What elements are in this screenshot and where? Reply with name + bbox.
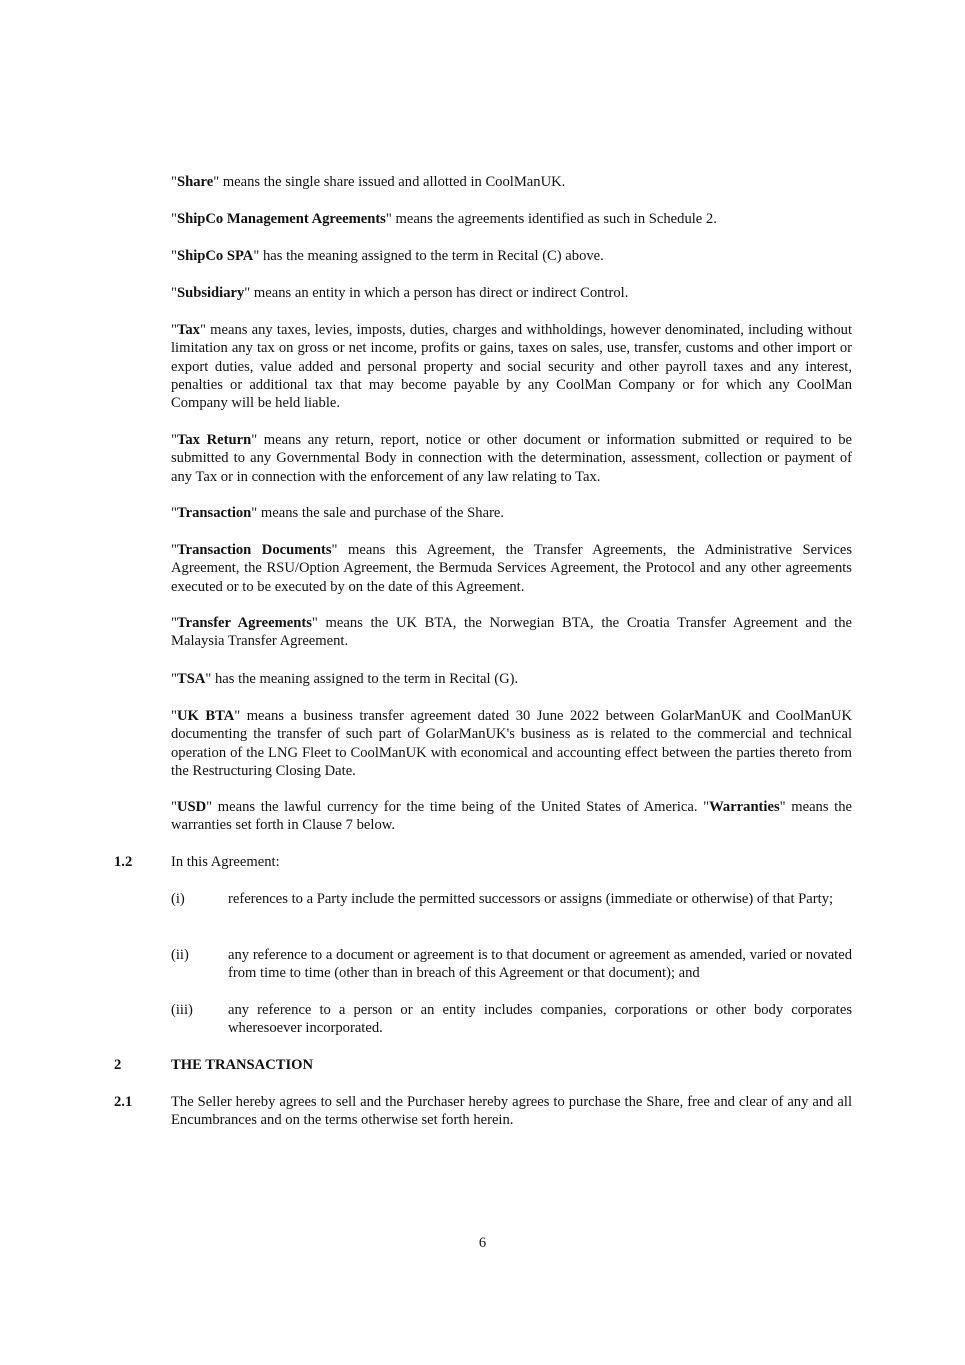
definition-text: means an entity in which a person has direct or indirect Control.: [250, 285, 629, 301]
section-number: 2: [114, 1057, 122, 1073]
definition-term: Transaction Documents: [176, 542, 332, 558]
definition-tax: "Tax" means any taxes, levies, imposts, duties, charges and withholdings, however denominated, including without limitation any tax on gross or net income, profits or gains, taxes on sales, use, transfer, customs and other import or export duties, value added and personal property and social security and other payroll taxes and any interest, penalties or additional tax that may become payable by any CoolMan Company or for which any CoolMan Company will be held liable.: [171, 322, 852, 412]
definition-text: means a business transfer agreement dated 30 June 2022 between GolarManUK and CoolManUK documenting the transfer of such part of GolarManUK's business as is related to the commercial and technical operation of the LNG Fleet to CoolManUK with economical and accounting effect between the parties thereto from the Restructuring Closing Date.: [171, 708, 853, 779]
list-item-text: references to a Party include the permitted successors or assigns (immediate or otherwise) of that Party;: [228, 891, 834, 907]
definition-shipco-management-agreements: "ShipCo Management Agreements" means the agreements identified as such in Schedule 2.: [171, 211, 717, 227]
definition-term: TSA: [176, 671, 206, 687]
list-item-label: (ii): [171, 947, 189, 963]
definition-term: Transfer Agreements: [176, 615, 312, 631]
definition-text: means the agreements identified as such in Schedule 2.: [391, 211, 717, 227]
definition-shipco-spa: "ShipCo SPA" has the meaning assigned to the term in Recital (C) above.: [171, 248, 604, 264]
clause-text: The Seller hereby agrees to sell and the Purchaser hereby agrees to purchase the Share, free and clear of any and all Encumbrances and on the terms otherwise set forth herein.: [171, 1094, 852, 1129]
definition-term: ShipCo Management Agreements: [176, 211, 386, 227]
list-item-text: any reference to a person or an entity includes companies, corporations or other body corporates wheresoever incorporated.: [228, 1002, 852, 1037]
clause-intro: In this Agreement:: [171, 854, 280, 870]
definition-term: Share: [176, 174, 214, 190]
definition-term: UK BTA: [176, 708, 235, 724]
definition-text: means this Agreement, the Transfer Agreements, the Administrative Services Agreement, the RSU/Option Agreement, the Bermuda Services Agreement, the Protocol and any other agreements executed or to be executed by on the date of this Agreement.: [171, 542, 852, 595]
definition-term: Transaction: [176, 505, 252, 521]
definition-tsa: "TSA" has the meaning assigned to the term in Recital (G).: [171, 671, 519, 687]
definition-text: means the warranties set forth in Clause 7 below.: [171, 799, 852, 834]
definition-term: Subsidiary: [176, 285, 245, 301]
definition-usd-warranties: "USD" means the lawful currency for the time being of the United States of America. "Warranties" means the warranties set forth in Clause 7 below.: [171, 799, 852, 834]
definition-term: USD: [176, 799, 207, 815]
clause-number: 2.1: [114, 1094, 133, 1110]
definition-subsidiary: "Subsidiary" means an entity in which a person has direct or indirect Control.: [171, 285, 629, 301]
definition-transfer-agreements: "Transfer Agreements" means the UK BTA, the Norwegian BTA, the Croatia Transfer Agreement and the Malaysia Transfer Agreement.: [171, 615, 852, 650]
definition-uk-bta: "UK BTA" means a business transfer agreement dated 30 June 2022 between GolarManUK and CoolManUK documenting the transfer of such part of GolarManUK's business as is related to the commercial and technical operation of the LNG Fleet to CoolManUK with economical and accounting effect between the parties thereto from the Restructuring Closing Date.: [171, 708, 853, 779]
list-item-label: (iii): [171, 1002, 193, 1018]
definition-text: means the single share issued and allotted in CoolManUK.: [219, 174, 566, 190]
definition-term: Tax Return: [176, 432, 252, 448]
definition-share: "Share" means the single share issued and allotted in CoolManUK.: [171, 174, 566, 190]
definition-text: has the meaning assigned to the term in Recital (G).: [211, 671, 519, 687]
definition-transaction: "Transaction" means the sale and purchase of the Share.: [171, 505, 505, 521]
definition-text: means the sale and purchase of the Share.: [257, 505, 505, 521]
definition-tax-return: "Tax Return" means any return, report, notice or other document or information submitted or required to be submitted to any Governmental Body in connection with the determination, assessment, collection or payment of any Tax or in connection with the enforcement of any law relating to Tax.: [171, 432, 852, 485]
list-item-label: (i): [171, 891, 185, 907]
definition-term: Warranties: [709, 799, 780, 815]
list-item-text: any reference to a document or agreement is to that document or agreement as amended, varied or novated from time to time (other than in breach of this Agreement or that document); and: [228, 947, 852, 982]
definition-term: ShipCo SPA: [176, 248, 254, 264]
page-number: 6: [478, 1235, 487, 1251]
definition-text: has the meaning assigned to the term in Recital (C) above.: [259, 248, 604, 264]
definition-term: Tax: [176, 322, 200, 338]
definition-text: means any return, report, notice or other document or information submitted or required to be submitted to any Governmental Body in connection with the determination, assessment, collection or payment of any Tax or in connection with the enforcement of any law relating to Tax.: [171, 432, 852, 485]
definition-text: means any taxes, levies, imposts, duties, charges and withholdings, however denominated, including without limitation any tax on gross or net income, profits or gains, taxes on sales, use, transfer, customs and other import or export duties, value added and personal property and social security and other payroll taxes and any interest, penalties or additional tax that may become payable by any CoolMan Company or for which any CoolMan Company will be held liable.: [171, 322, 852, 412]
clause-number: 1.2: [114, 854, 133, 870]
section-title: THE TRANSACTION: [171, 1057, 314, 1073]
definition-transaction-documents: "Transaction Documents" means this Agreement, the Transfer Agreements, the Administrative Services Agreement, the RSU/Option Agreement, the Bermuda Services Agreement, the Protocol and any other agreements executed or to be executed by on the date of this Agreement.: [171, 542, 852, 595]
definition-text: means the lawful currency for the time being of the United States of America.: [212, 799, 704, 815]
definition-text: means the UK BTA, the Norwegian BTA, the Croatia Transfer Agreement and the Malaysia Transfer Agreement.: [171, 615, 852, 650]
